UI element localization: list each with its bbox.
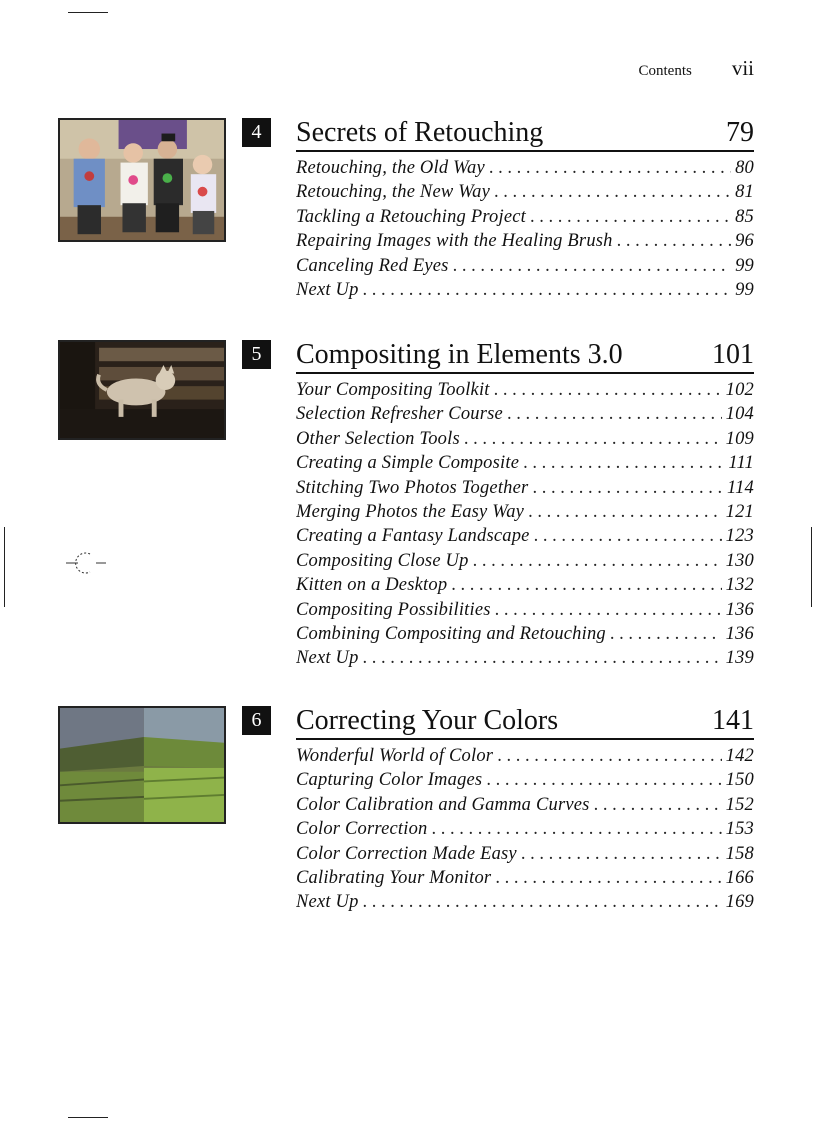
- dot-leader: [460, 429, 722, 450]
- dot-leader: [485, 158, 731, 179]
- running-head-label: Contents: [638, 63, 692, 79]
- entry-page: 102: [725, 380, 754, 400]
- entry-page: 132: [725, 575, 754, 596]
- running-head: [638, 56, 754, 86]
- dot-leader: [482, 770, 721, 791]
- chapter-4-number: 4: [242, 118, 271, 147]
- toc-entry[interactable]: [296, 892, 754, 916]
- entry-page: 136: [725, 623, 754, 644]
- toc-entry[interactable]: [296, 526, 754, 550]
- toc-entry[interactable]: [296, 648, 754, 672]
- crop-mark-top-left: [68, 12, 108, 13]
- entry-page: 80: [735, 158, 754, 178]
- entry-title: Repairing Images with the Healing Brush: [296, 231, 613, 252]
- chapter-6-page: 141: [712, 705, 754, 736]
- chapter-6-number: 6: [242, 706, 271, 735]
- registration-mark: [62, 548, 110, 578]
- toc-entry[interactable]: [296, 404, 754, 428]
- entry-page: 81: [735, 182, 754, 203]
- chapter-5-photo-kitten-on-shelves: [58, 340, 226, 440]
- chapter-4-photo-children-in-costumes: [58, 118, 226, 242]
- chapter-6-heading[interactable]: [296, 706, 754, 740]
- entry-title: Combining Compositing and Retouching: [296, 623, 606, 644]
- dot-leader: [524, 502, 722, 523]
- dot-leader: [469, 551, 722, 572]
- dot-leader: [359, 892, 722, 913]
- entry-page: 153: [725, 819, 754, 840]
- entry-title: Color Correction Made Easy: [296, 843, 517, 864]
- entry-title: Other Selection Tools: [296, 428, 460, 449]
- toc-entry[interactable]: [296, 380, 754, 404]
- entry-page: 136: [725, 599, 754, 620]
- dot-leader: [613, 231, 731, 252]
- toc-entry[interactable]: [296, 256, 754, 280]
- chapter-6-entries: [296, 746, 754, 917]
- toc-entry[interactable]: [296, 795, 754, 819]
- toc-entry[interactable]: [296, 453, 754, 477]
- chapter-6-title: Correcting Your Colors: [296, 705, 559, 736]
- chapter-5-title: Compositing in Elements 3.0: [296, 339, 623, 370]
- toc-entry[interactable]: [296, 182, 754, 206]
- entry-page: 158: [725, 843, 754, 864]
- entry-title: Calibrating Your Monitor: [296, 867, 492, 888]
- toc-entry[interactable]: [296, 429, 754, 453]
- dot-leader: [530, 526, 722, 547]
- entry-title: Merging Photos the Easy Way: [296, 501, 525, 522]
- entry-page: 99: [735, 279, 754, 300]
- entry-title: Color Calibration and Gamma Curves: [296, 794, 590, 815]
- toc-entry[interactable]: [296, 624, 754, 648]
- toc-entry[interactable]: [296, 478, 754, 502]
- entry-title: Wonderful World of Color: [296, 746, 494, 766]
- dot-leader: [517, 844, 722, 865]
- entry-page: 139: [725, 648, 754, 669]
- entry-page: 96: [735, 231, 754, 252]
- entry-page: 152: [725, 794, 754, 815]
- dot-leader: [447, 575, 721, 596]
- chapter-6-photo-green-fields: [58, 706, 226, 824]
- chapter-4-page: 79: [726, 117, 754, 148]
- entry-title: Selection Refresher Course: [296, 404, 503, 425]
- entry-page: 114: [727, 477, 754, 498]
- dot-leader: [526, 207, 731, 228]
- dot-leader: [503, 404, 722, 425]
- toc-entry[interactable]: [296, 600, 754, 624]
- toc-entry[interactable]: [296, 868, 754, 892]
- entry-page: 104: [725, 404, 754, 425]
- entry-title: Compositing Close Up: [296, 550, 469, 571]
- entry-page: 99: [735, 255, 754, 276]
- chapter-5-heading[interactable]: [296, 340, 754, 374]
- entry-title: Capturing Color Images: [296, 770, 483, 791]
- chapter-5-number: 5: [242, 340, 271, 369]
- entry-title: Compositing Possibilities: [296, 599, 491, 620]
- chapter-5-page: 101: [712, 339, 754, 370]
- entry-title: Next Up: [296, 279, 359, 300]
- dot-leader: [490, 182, 731, 203]
- entry-title: Kitten on a Desktop: [296, 575, 448, 596]
- dot-leader: [359, 280, 732, 301]
- entry-title: Canceling Red Eyes: [296, 255, 449, 276]
- chapter-4-heading[interactable]: [296, 118, 754, 152]
- entry-title: Retouching, the New Way: [296, 182, 491, 203]
- toc-entry[interactable]: [296, 502, 754, 526]
- crop-mark-bottom-left: [68, 1117, 108, 1118]
- dot-leader: [519, 453, 724, 474]
- entry-page: 130: [725, 550, 754, 571]
- dot-leader: [528, 478, 723, 499]
- dot-leader: [491, 600, 722, 621]
- dot-leader: [490, 380, 722, 401]
- toc-entry[interactable]: [296, 844, 754, 868]
- entry-title: Color Correction: [296, 819, 428, 840]
- toc-entry[interactable]: [296, 280, 754, 304]
- toc-entry[interactable]: [296, 575, 754, 599]
- entry-page: 111: [728, 453, 754, 474]
- toc-entry[interactable]: [296, 819, 754, 843]
- entry-title: Next Up: [296, 648, 359, 669]
- entry-page: 142: [725, 746, 754, 766]
- entry-page: 123: [725, 526, 754, 547]
- toc-entry[interactable]: [296, 231, 754, 255]
- entry-title: Retouching, the Old Way: [296, 158, 485, 178]
- entry-page: 109: [725, 428, 754, 449]
- entry-title: Tackling a Retouching Project: [296, 206, 526, 227]
- chapter-5-entries: [296, 380, 754, 673]
- entry-page: 121: [725, 501, 754, 522]
- chapter-4-entries: [296, 158, 754, 304]
- entry-page: 169: [725, 892, 754, 913]
- dot-leader: [359, 648, 722, 669]
- dot-leader: [428, 819, 722, 840]
- crop-mark-right-edge: [811, 527, 812, 607]
- toc-entry[interactable]: [296, 207, 754, 231]
- dot-leader: [590, 795, 722, 816]
- entry-title: Creating a Simple Composite: [296, 453, 520, 474]
- page-folio: vii: [731, 56, 754, 80]
- entry-page: 85: [735, 206, 754, 227]
- toc-entry[interactable]: [296, 770, 754, 794]
- dot-leader: [606, 624, 722, 645]
- dot-leader: [493, 746, 721, 767]
- entry-page: 166: [725, 867, 754, 888]
- entry-page: 150: [725, 770, 754, 791]
- dot-leader: [449, 256, 732, 277]
- entry-title: Your Compositing Toolkit: [296, 380, 490, 400]
- dot-leader: [491, 868, 721, 889]
- entry-title: Creating a Fantasy Landscape: [296, 526, 530, 547]
- chapter-4-title: Secrets of Retouching: [296, 117, 544, 148]
- toc-entry[interactable]: [296, 158, 754, 182]
- entry-title: Stitching Two Photos Together: [296, 477, 529, 498]
- toc-entry[interactable]: [296, 551, 754, 575]
- entry-title: Next Up: [296, 892, 359, 913]
- toc-entry[interactable]: [296, 746, 754, 770]
- crop-mark-left-edge: [4, 527, 5, 607]
